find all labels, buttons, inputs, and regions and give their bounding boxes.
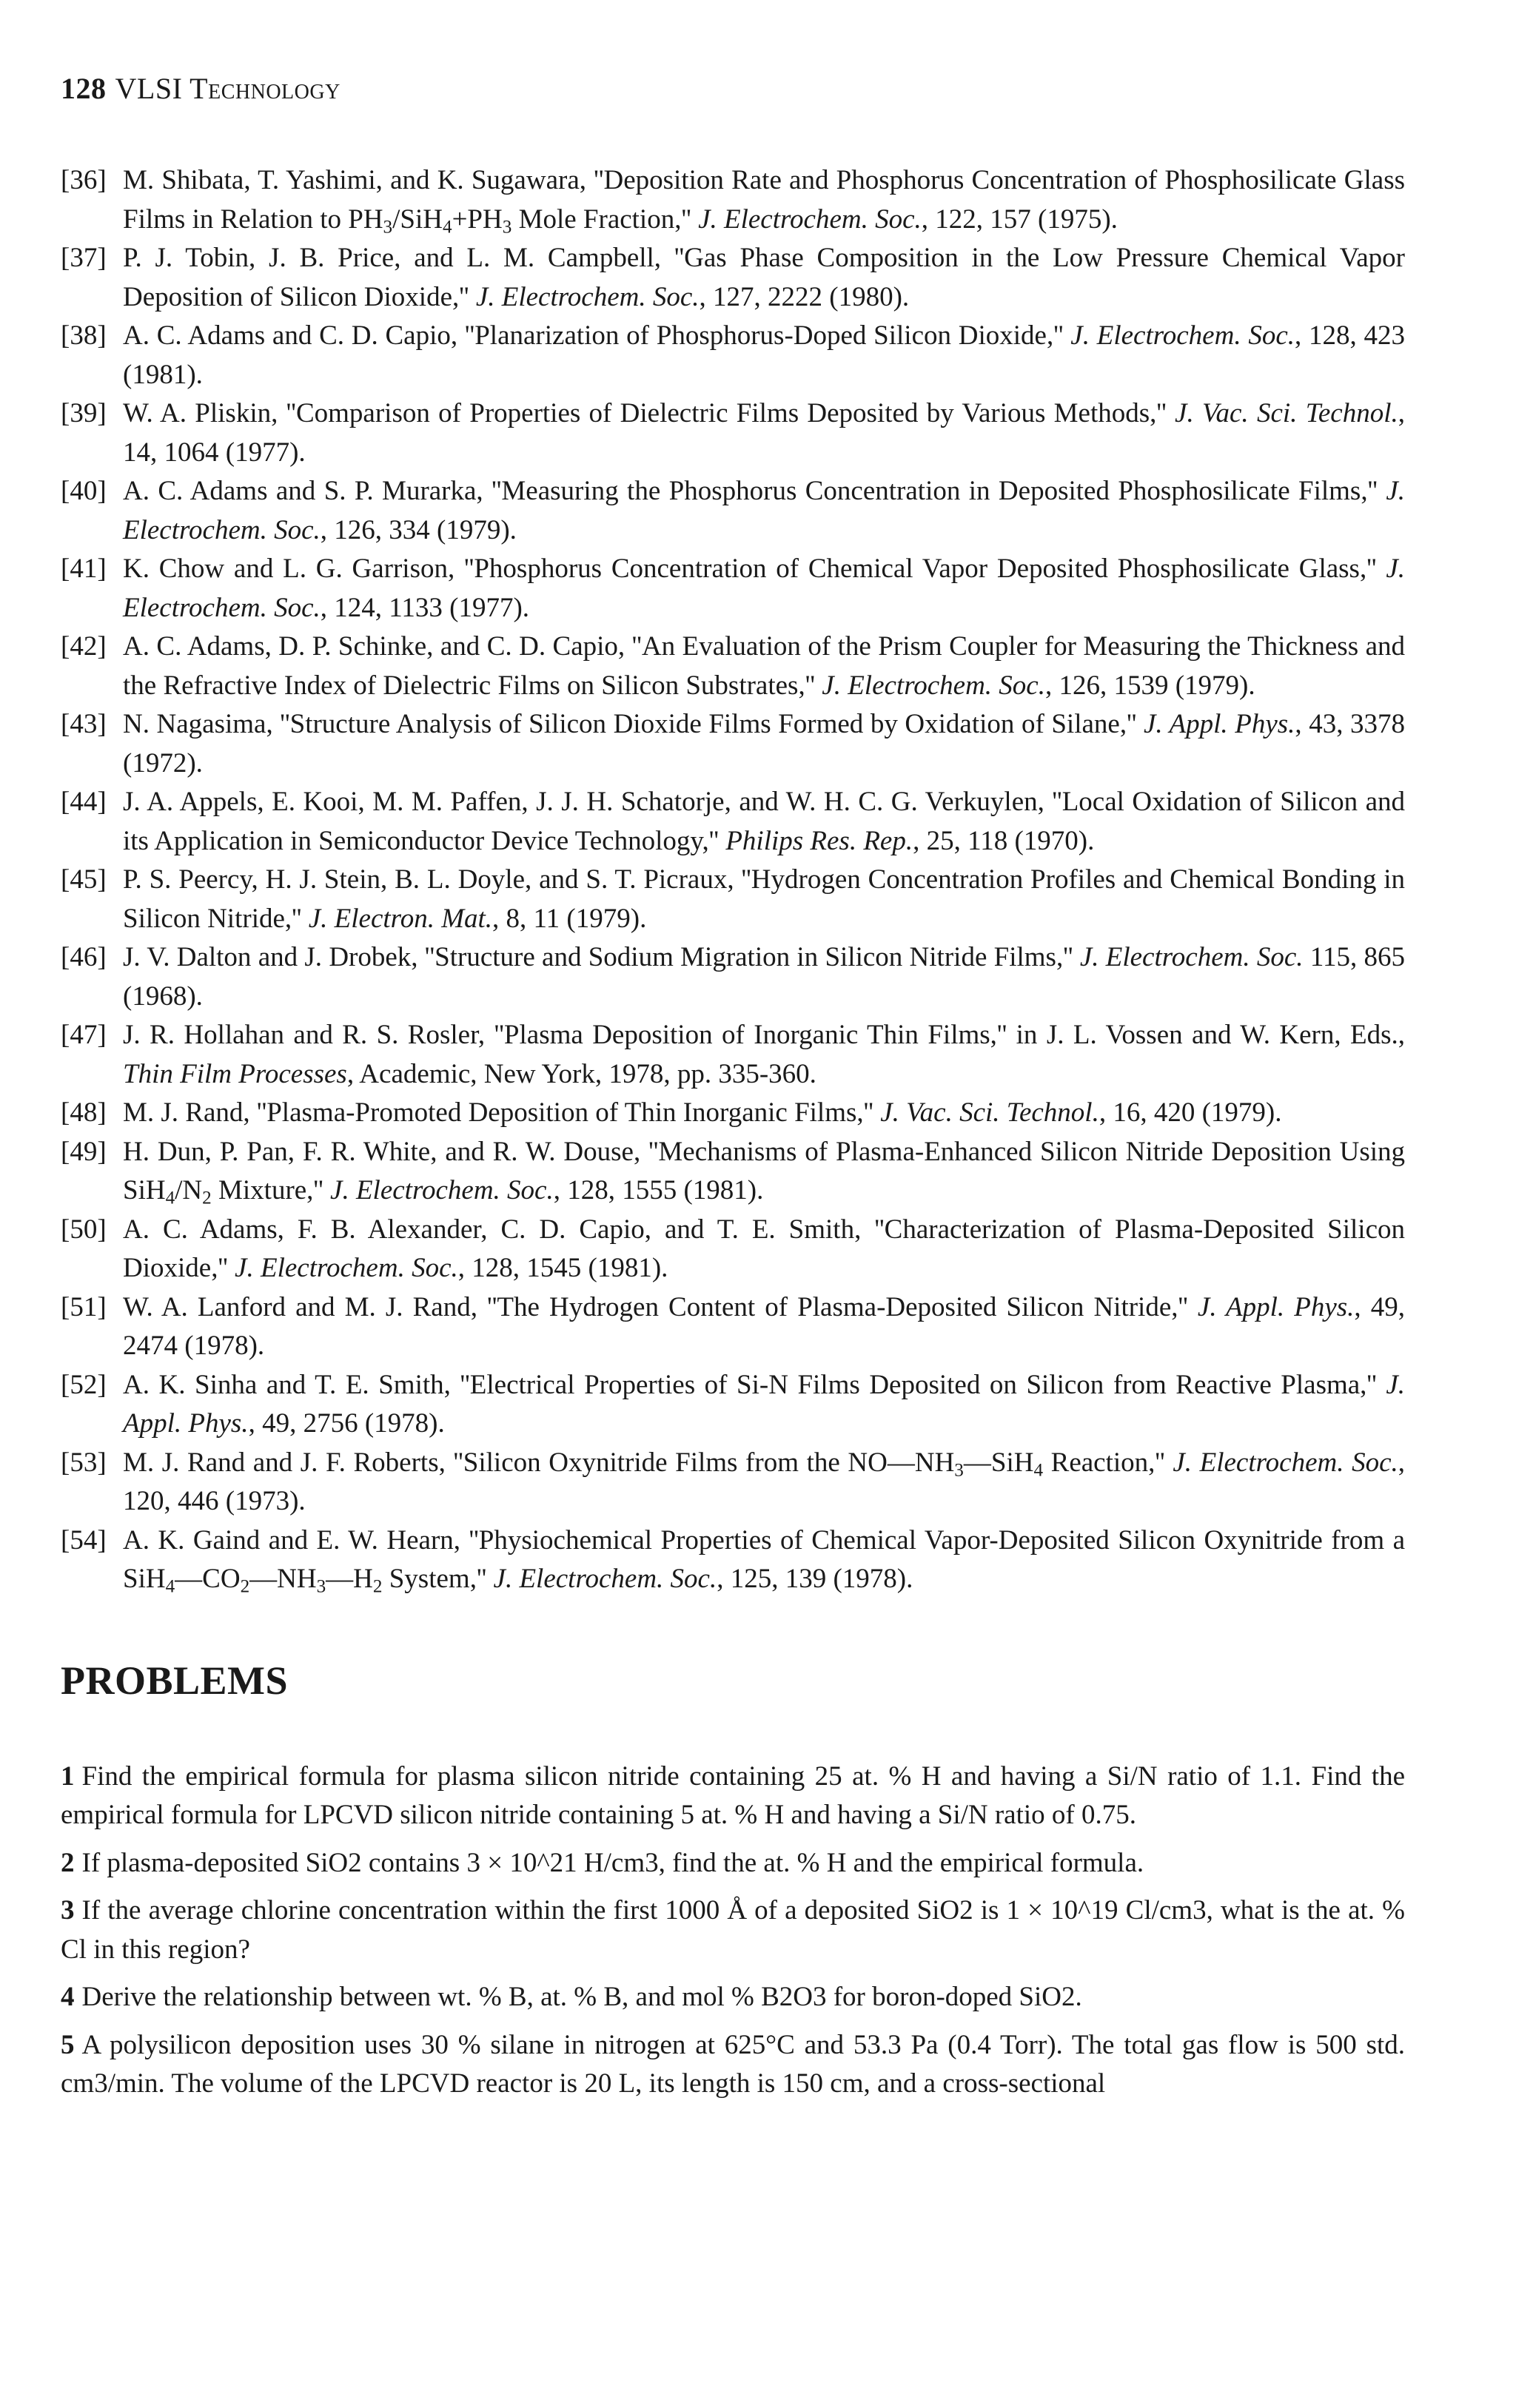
reference-post: , 25, 118 (1970). (913, 825, 1095, 856)
reference-text: P. J. Tobin, J. B. Price, and L. M. Campbell, ''Gas Phase Composition in the Low Pressure Chemical Vapor Deposition of Silicon Dioxide,'' (123, 243, 1405, 312)
reference-text: A. C. Adams and S. P. Murarka, ''Measuring the Phosphorus Concentration in Deposited Phosphosilicate Films,'' (123, 476, 1386, 506)
reference-post: , 127, 2222 (1980). (699, 281, 910, 312)
problem-number: 3 (61, 1895, 75, 1926)
reference-post: , 122, 157 (1975). (921, 204, 1118, 235)
reference-tag: [43] (61, 709, 107, 739)
reference-text: J. A. Appels, E. Kooi, M. M. Paffen, J. J. H. Schatorje, and W. H. C. G. Verkuylen, ''Local Oxidation of Silicon and its Application in Semiconductor Device Technology,'' (123, 787, 1405, 856)
problem-number: 4 (61, 1982, 75, 2012)
reference-text: A. C. Adams and C. D. Capio, ''Planarization of Phosphorus-Doped Silicon Dioxide,'' (123, 320, 1071, 351)
section-title: PROBLEMS (61, 1658, 289, 1703)
reference-text: W. A. Lanford and M. J. Rand, ''The Hydrogen Content of Plasma-Deposited Silicon Nitride,'' (123, 1291, 1198, 1322)
reference-tag: [44] (61, 787, 107, 817)
problem-text: A polysilicon deposition uses 30 % silane in nitrogen at 625°C and 53.3 Pa (0.4 Torr). The total gas flow is 500 std. cm3/min. The volume of the LPCVD reactor is 20 L, its length is 150 cm, and a cross-sectional (61, 2029, 1405, 2099)
reference-journal: J. Electrochem. Soc. (1173, 1447, 1398, 1478)
running-head (61, 68, 1405, 110)
reference-tag: [47] (61, 1020, 107, 1050)
problem-text: If the average chlorine concentration within the first 1000 Å of a deposited SiO2 is 1 × 10^19 Cl/cm3, what is the at. % Cl in this region? (61, 1895, 1405, 1965)
problem-item (61, 1891, 1405, 1969)
reference-post: , 14, 1064 (1977). (123, 398, 1405, 468)
reference-text: J. V. Dalton and J. Drobek, ''Structure and Sodium Migration in Silicon Nitride Films,'' (123, 942, 1080, 972)
reference-journal: J. Vac. Sci. Technol. (1175, 398, 1398, 428)
reference-tag: [45] (61, 864, 107, 895)
reference-post: , 126, 334 (1979). (320, 514, 517, 545)
reference-journal: Philips Res. Rep. (725, 825, 913, 856)
reference-post: , 49, 2756 (1978). (248, 1408, 445, 1439)
reference-item (61, 705, 1405, 783)
reference-item (61, 550, 1405, 628)
reference-item (61, 861, 1405, 938)
reference-tag: [41] (61, 554, 107, 584)
reference-item (61, 1288, 1405, 1366)
reference-journal: J. Electrochem. Soc. (123, 554, 1405, 623)
reference-journal: J. Electrochem. Soc. (493, 1564, 717, 1594)
reference-journal: J. Appl. Phys. (1197, 1291, 1355, 1322)
reference-journal: J. Electrochem. Soc. (1079, 942, 1304, 972)
page-number: 128 (61, 72, 107, 105)
reference-journal: J. Electrochem. Soc. (235, 1253, 458, 1283)
reference-tag: [40] (61, 476, 107, 506)
reference-text: A. K. Sinha and T. E. Smith, ''Electrical Properties of Si-N Films Deposited on Silicon from Reactive Plasma,'' (123, 1369, 1386, 1400)
reference-tag: [54] (61, 1524, 107, 1556)
reference-tag: [39] (61, 398, 107, 428)
reference-item (61, 1094, 1405, 1133)
problem-number: 1 (61, 1760, 75, 1792)
reference-post: , 128, 1545 (1981). (457, 1253, 668, 1283)
problem-item (61, 2026, 1405, 2104)
reference-journal: J. Electrochem. Soc. (123, 476, 1405, 545)
reference-journal: J. Electrochem. Soc. (330, 1175, 554, 1205)
reference-post: , 16, 420 (1979). (1099, 1097, 1282, 1128)
reference-journal: J. Electrochem. Soc. (822, 670, 1045, 701)
reference-tag: [51] (61, 1291, 107, 1322)
reference-text: M. Shibata, T. Yashimi, and K. Sugawara, ''Deposition Rate and Phosphorus Concentration of Phosphosilicate Glass Films in Relation to PH (123, 165, 1405, 235)
reference-text: J. R. Hollahan and R. S. Rosler, ''Plasma Deposition of Inorganic Thin Films,'' in J. L. Vossen and W. Kern, Eds., (123, 1020, 1405, 1050)
reference-item (61, 472, 1405, 550)
reference-post: , 124, 1133 (1977). (320, 592, 530, 623)
reference-tag: [36] (61, 165, 107, 195)
reference-item (61, 628, 1405, 705)
problem-item (61, 1758, 1405, 1835)
reference-journal: Thin Film Processes (123, 1058, 347, 1089)
reference-journal: J. Electrochem. Soc. (475, 281, 700, 312)
reference-post: , 49, 2474 (1978). (123, 1291, 1405, 1361)
reference-text: M. J. Rand, ''Plasma-Promoted Deposition of Thin Inorganic Films,'' (123, 1097, 881, 1128)
reference-text: W. A. Pliskin, ''Comparison of Properties of Dielectric Films Deposited by Various Methods,'' (123, 398, 1175, 428)
reference-tag: [46] (61, 942, 107, 972)
problem-number: 2 (61, 1847, 75, 1878)
reference-tag: [53] (61, 1447, 107, 1478)
reference-text: M. J. Rand and J. F. Roberts, ''Silicon Oxynitride Films from the NO—NH (123, 1447, 955, 1478)
reference-text: A. C. Adams, D. P. Schinke, and C. D. Capio, ''An Evaluation of the Prism Coupler for Measuring the Thickness and the Refractive Index of Dielectric Films on Silicon Substrates,'' (123, 631, 1405, 701)
reference-tag: [52] (61, 1369, 107, 1400)
reference-text: A. C. Adams, F. B. Alexander, C. D. Capio, and T. E. Smith, ''Characterization of Plasma-Deposited Silicon Dioxide,'' (123, 1214, 1405, 1283)
reference-post: , 128, 1555 (1981). (553, 1175, 764, 1205)
reference-item (61, 394, 1405, 472)
reference-item (61, 1211, 1405, 1288)
reference-item (61, 317, 1405, 394)
reference-text: K. Chow and L. G. Garrison, ''Phosphorus Concentration of Chemical Vapor Deposited Phosphosilicate Glass,'' (123, 554, 1386, 584)
reference-item: [36] M. Shibata, T. Yashimi, and K. Sugawara, ''Deposition Rate and Phosphorus Concentration of Phosphosilicate Glass Films in Relation to $PH_3/SiH_4+PH_3$ Mole Fraction,'' J. Electrochem. Soc., 122, 157 (1975). (61, 161, 1405, 239)
problem-text: If plasma-deposited SiO2 contains 3 × 10^21 H/cm3, find the at. % H and the empirical formula. (81, 1847, 1144, 1878)
reference-journal: J. Electrochem. Soc. (1070, 320, 1295, 351)
book-title: VLSI Technology (115, 72, 341, 105)
reference-post: , 8, 11 (1979). (492, 903, 647, 934)
reference-item: [53] M. J. Rand and J. F. Roberts, ''Silicon Oxynitride Films from the $NO—NH_3—SiH_4$ Reaction,'' J. Electrochem. Soc., 120, 446 (1973). (61, 1444, 1405, 1521)
reference-item: [54] A. K. Gaind and E. W. Hearn, ''Physiochemical Properties of Chemical Vapor-Deposited Silicon Oxynitride from a $SiH_4—CO_2—NH_3—H_2$ System,'' J. Electrochem. Soc., 125, 139 (1978). (61, 1521, 1405, 1599)
problem-text: Find the empirical formula for plasma silicon nitride containing 25 at. % H and having a Si/N ratio of 1.1. Find the empirical formula for LPCVD silicon nitride containing 5 at. % H and having a Si/N ratio of 0.75. (61, 1760, 1405, 1830)
reference-item (61, 239, 1405, 317)
reference-post: , 120, 446 (1973). (123, 1447, 1406, 1516)
reference-text: N. Nagasima, ''Structure Analysis of Silicon Dioxide Films Formed by Oxidation of Silane,'' (123, 709, 1144, 739)
reference-text: A. K. Gaind and E. W. Hearn, ''Physiochemical Properties of Chemical Vapor-Deposited Silicon Oxynitride from a SiH (123, 1524, 1405, 1594)
reference-journal: J. Appl. Phys. (1143, 709, 1295, 739)
reference-list (61, 161, 1405, 1599)
reference-post: , 128, 423 (1981). (123, 320, 1406, 390)
reference-post: , 43, 3378 (1972). (123, 709, 1406, 778)
reference-post: 115, 865 (1968). (123, 942, 1405, 1012)
reference-item (61, 783, 1405, 861)
problem-list (61, 1758, 1405, 2104)
reference-journal: J. Electron. Mat. (308, 903, 493, 934)
reference-item (61, 1016, 1405, 1094)
reference-post: , Academic, New York, 1978, pp. 335-360. (346, 1058, 816, 1089)
reference-journal: J. Appl. Phys. (123, 1369, 1405, 1439)
problem-number: 5 (61, 2029, 75, 2060)
reference-journal: J. Electrochem. Soc. (698, 204, 922, 235)
reference-tag: [49] (61, 1136, 107, 1167)
reference-tag: [50] (61, 1214, 107, 1245)
reference-item (61, 938, 1405, 1016)
reference-journal: J. Vac. Sci. Technol. (880, 1097, 1099, 1128)
reference-tag: [42] (61, 631, 107, 662)
problem-text: Derive the relationship between wt. % B, at. % B, and mol % B2O3 for boron-doped SiO2. (81, 1982, 1082, 2012)
reference-tag: [38] (61, 320, 107, 351)
reference-post: , 126, 1539 (1979). (1044, 670, 1255, 701)
problem-item (61, 1978, 1405, 2017)
reference-item: [49] H. Dun, P. Pan, F. R. White, and R. W. Douse, ''Mechanisms of Plasma-Enhanced Silicon Nitride Deposition Using $SiH_4/N_2$ Mixture,'' J. Electrochem. Soc., 128, 1555 (1981). (61, 1133, 1405, 1211)
reference-text: H. Dun, P. Pan, F. R. White, and R. W. Douse, ''Mechanisms of Plasma-Enhanced Silicon Nitride Deposition Using SiH (123, 1136, 1405, 1205)
reference-tag: [37] (61, 243, 107, 273)
reference-text: P. S. Peercy, H. J. Stein, B. L. Doyle, and S. T. Picraux, ''Hydrogen Concentration Profiles and Chemical Bonding in Silicon Nitride,'' (123, 864, 1405, 934)
reference-post: , 125, 139 (1978). (717, 1564, 913, 1594)
reference-item (61, 1366, 1405, 1444)
reference-tag: [48] (61, 1097, 107, 1128)
problem-item (61, 1844, 1405, 1883)
